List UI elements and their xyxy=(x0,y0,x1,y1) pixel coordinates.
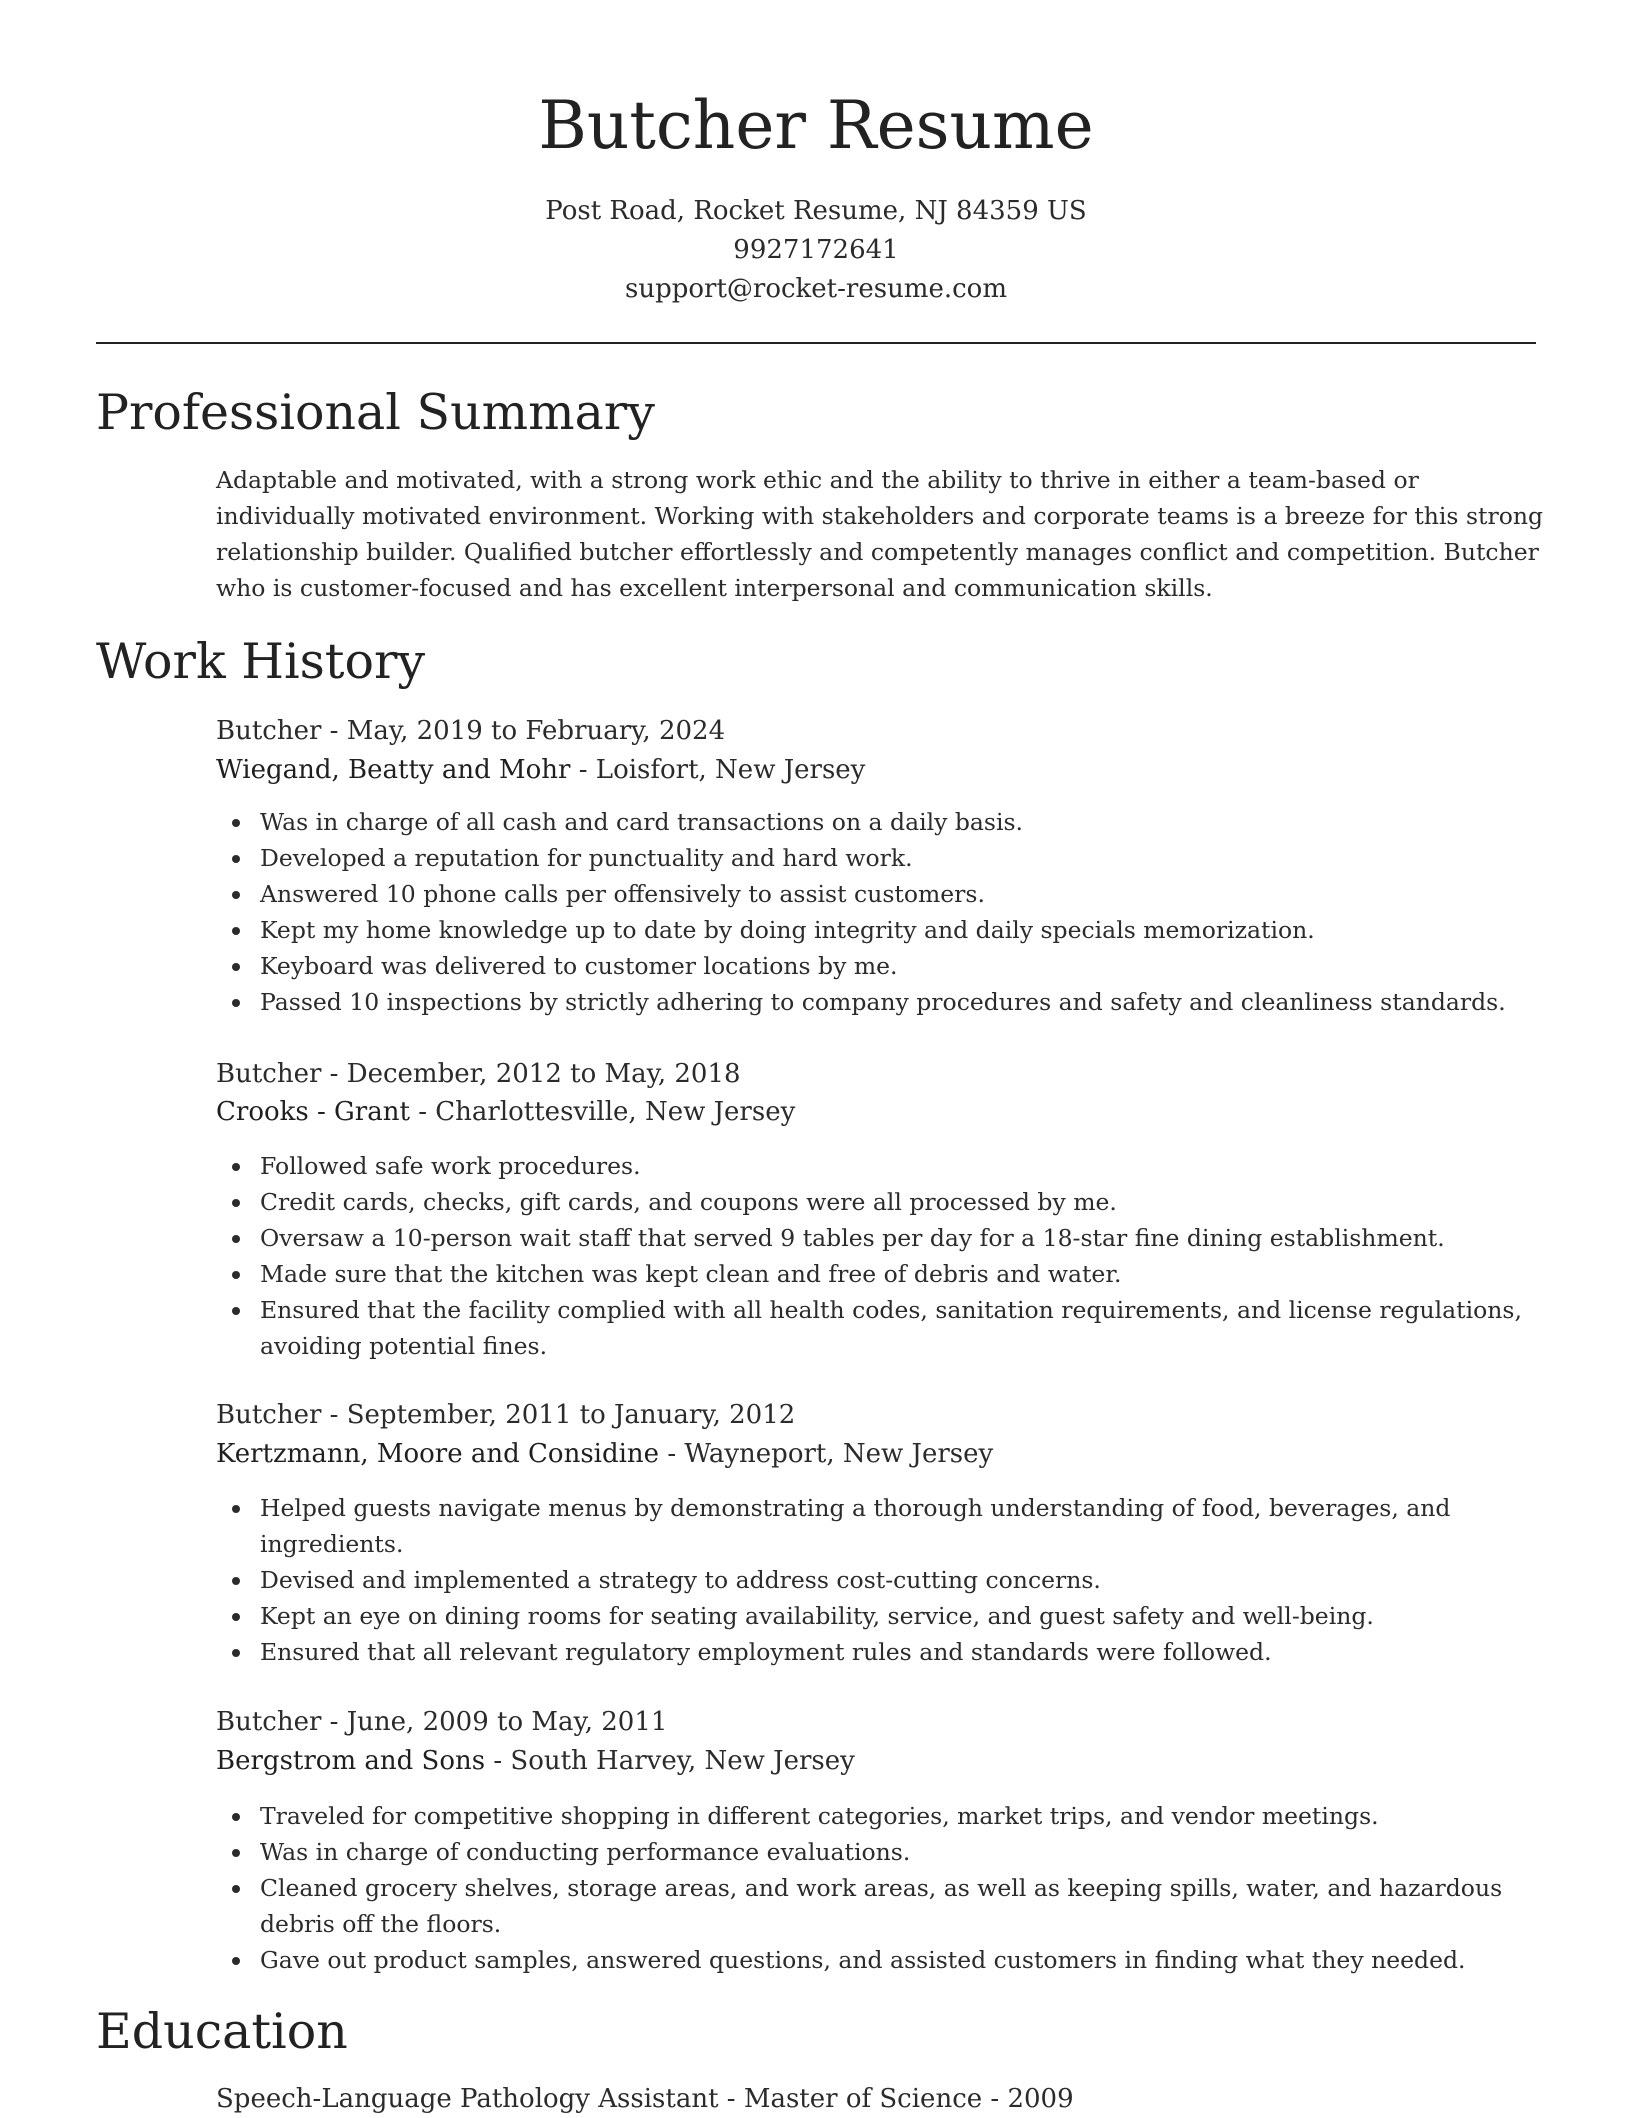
contact-address: Post Road, Rocket Resume, NJ 84359 US xyxy=(545,196,1087,226)
list-item: Followed safe work procedures. xyxy=(260,1148,1560,1184)
work-history-heading: Work History xyxy=(96,633,426,690)
job-company-line xyxy=(216,1093,795,1131)
job-location: - Loisfort, New Jersey xyxy=(570,755,866,785)
list-item: Ensured that all relevant regulatory employment rules and standards were followed. xyxy=(260,1634,1560,1670)
list-item: Made sure that the kitchen was kept clean and free of debris and water. xyxy=(260,1256,1560,1292)
list-item: Kept my home knowledge up to date by doing integrity and daily specials memorization. xyxy=(260,912,1560,948)
list-item: Keyboard was delivered to customer locations by me. xyxy=(260,948,1560,984)
list-item: Was in charge of all cash and card transactions on a daily basis. xyxy=(260,804,1560,840)
list-item: Helped guests navigate menus by demonstrating a thorough understanding of food, beverages, and ingredients. xyxy=(260,1490,1560,1562)
job-bullets xyxy=(216,804,1560,1020)
list-item: Cleaned grocery shelves, storage areas, and work areas, as well as keeping spills, water, and hazardous debris off the floors. xyxy=(260,1870,1560,1942)
list-item: Credit cards, checks, gift cards, and coupons were all processed by me. xyxy=(260,1184,1560,1220)
job-bullets xyxy=(216,1798,1560,1978)
education-entry: Speech-Language Pathology Assistant - Master of Science - 2009 xyxy=(216,2084,1074,2114)
job-title-line: Butcher - June, 2009 to May, 2011 xyxy=(216,1707,668,1737)
list-item: Devised and implemented a strategy to address cost-cutting concerns. xyxy=(260,1562,1560,1598)
job-location: - Wayneport, New Jersey xyxy=(659,1439,994,1469)
job-company: Kertzmann, Moore and Considine xyxy=(216,1439,660,1469)
job-title-line: Butcher - December, 2012 to May, 2018 xyxy=(216,1059,741,1089)
job-company-line xyxy=(216,751,865,789)
list-item: Was in charge of conducting performance evaluations. xyxy=(260,1834,1560,1870)
job-title-line: Butcher - September, 2011 to January, 2012 xyxy=(216,1400,796,1430)
list-item: Traveled for competitive shopping in different categories, market trips, and vendor meetings. xyxy=(260,1798,1560,1834)
summary-text: Adaptable and motivated, with a strong work ethic and the ability to thrive in either a team-based or individually motivated environment. Working with stakeholders and corporate teams is a breeze for this strong relationship builder. Qualified butcher effortlessly and competently manages conflict and competition. Butcher who is customer-focused and has excellent interpersonal and communication skills. xyxy=(216,466,1544,602)
list-item: Developed a reputation for punctuality and hard work. xyxy=(260,840,1560,876)
contact-email: support@rocket-resume.com xyxy=(624,274,1007,304)
list-item: Answered 10 phone calls per offensively to assist customers. xyxy=(260,876,1560,912)
job-company-line xyxy=(216,1742,855,1780)
contact-block xyxy=(0,192,1632,309)
job-company: Wiegand, Beatty and Mohr xyxy=(216,755,571,785)
summary-heading: Professional Summary xyxy=(96,384,655,441)
list-item: Kept an eye on dining rooms for seating availability, service, and guest safety and well-being. xyxy=(260,1598,1560,1634)
job-title-line: Butcher - May, 2019 to February, 2024 xyxy=(216,716,726,746)
job-location: - South Harvey, New Jersey xyxy=(485,1746,855,1776)
job-company: Crooks - Grant xyxy=(216,1097,410,1127)
job-company-line xyxy=(216,1435,993,1473)
contact-phone: 9927172641 xyxy=(733,235,899,265)
header-divider xyxy=(96,342,1536,344)
list-item: Gave out product samples, answered questions, and assisted customers in finding what they needed. xyxy=(260,1942,1560,1978)
job-location: - Charlottesville, New Jersey xyxy=(409,1097,796,1127)
list-item: Passed 10 inspections by strictly adhering to company procedures and safety and cleanliness standards. xyxy=(260,984,1560,1020)
list-item: Oversaw a 10-person wait staff that served 9 tables per day for a 18-star fine dining establishment. xyxy=(260,1220,1560,1256)
education-heading: Education xyxy=(96,2003,348,2060)
list-item: Ensured that the facility complied with all health codes, sanitation requirements, and license regulations, avoiding potential fines. xyxy=(260,1292,1560,1364)
job-company: Bergstrom and Sons xyxy=(216,1746,486,1776)
resume-name: Butcher Resume xyxy=(538,87,1094,164)
job-bullets xyxy=(216,1148,1560,1364)
job-bullets xyxy=(216,1490,1560,1670)
